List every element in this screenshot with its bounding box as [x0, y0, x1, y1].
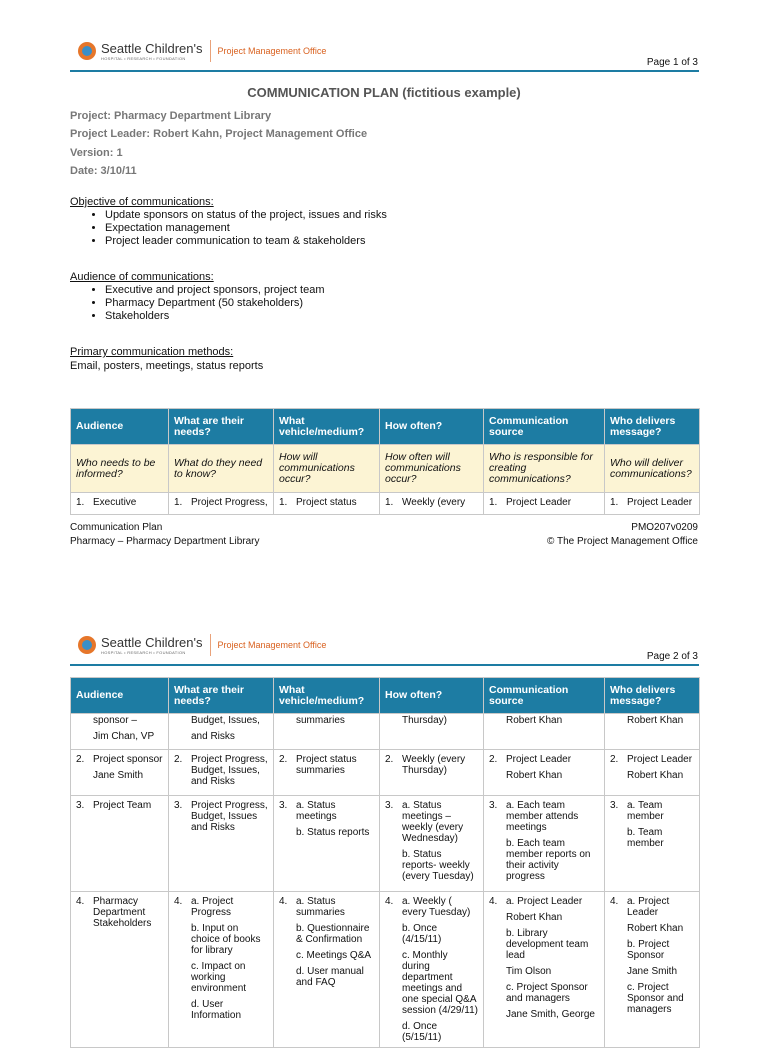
communication-table-page2: [70, 677, 700, 1048]
table-cell: a. Project Leader Robert Khan b. Project Sponsor Jane Smith c. Project Sponsor and managers: [627, 896, 684, 1015]
footer-doc-name: Communication Plan: [70, 522, 163, 533]
logo-tagline: HOSPITAL • RESEARCH • FOUNDATION: [101, 649, 186, 655]
table-cell: Weekly (every: [402, 497, 466, 508]
audience-heading: Audience of communications:: [70, 271, 214, 283]
methods-text: Email, posters, meetings, status reports: [70, 360, 264, 372]
row-number: 3.: [489, 800, 498, 811]
table-cell: a. Status meetings – weekly (every Wednesday) b. Status reports- weekly (every Tuesday): [402, 800, 474, 882]
list-item: • Pharmacy Department (50 stakeholders): [105, 297, 325, 310]
table-cell: Project status: [296, 497, 357, 508]
question-cell: Who is responsible for creating communications?: [484, 445, 605, 493]
logo-name: Seattle Children's: [101, 40, 203, 56]
header-logo-page2: [78, 634, 326, 656]
col-header-source: Communication source: [484, 678, 605, 714]
table-cell: Robert Khan: [506, 715, 563, 726]
col-header-audience: Audience: [71, 678, 169, 714]
question-cell: How will communications occur?: [274, 445, 380, 493]
question-cell: What do they need to know?: [169, 445, 274, 493]
col-header-deliverer: Who delivers message?: [605, 678, 700, 714]
page-number: Page 1 of 3: [646, 57, 698, 68]
table-cell: Weekly (every Thursday): [402, 754, 466, 776]
table-cell: Robert Khan: [627, 715, 684, 726]
seattle-childrens-logo-icon: [78, 636, 96, 654]
table-cell: Project Team: [93, 800, 152, 811]
col-header-needs: What are their needs?: [169, 678, 274, 714]
logo-tagline: HOSPITAL • RESEARCH • FOUNDATION: [101, 55, 186, 61]
question-cell: How often will communications occur?: [380, 445, 484, 493]
table-cell: Project status summaries: [296, 754, 357, 776]
table-cell: Budget, Issues, and Risks: [191, 715, 260, 742]
table-cell: Project Leader: [627, 497, 693, 508]
row-number: 4.: [489, 896, 498, 907]
table-cell: a. Status summaries b. Questionnaire & Confirmation c. Meetings Q&A d. User manual and FAQ: [296, 896, 372, 988]
row-number: 2.: [385, 754, 394, 765]
table-row: [71, 892, 700, 1048]
objective-heading: Objective of communications:: [70, 196, 214, 208]
header-logo: [78, 40, 326, 62]
table-row: [71, 750, 700, 796]
table-cell: Project sponsor Jane Smith: [93, 754, 163, 781]
list-item: • Stakeholders: [105, 310, 325, 323]
table-cell: sponsor – Jim Chan, VP: [93, 715, 155, 742]
header-rule-2: [70, 664, 699, 666]
table-cell: Project Progress, Budget, Issues and Risks: [191, 800, 268, 833]
col-header-frequency: How often?: [380, 409, 484, 445]
table-cell: a. Status meetings b. Status reports: [296, 800, 370, 838]
col-header-source: Communication source: [484, 409, 605, 445]
objective-list: [70, 209, 387, 248]
table-cell: a. Each team member attends meetings b. Each team member reports on their activity progress: [506, 800, 591, 882]
table-cell: a. Project Leader Robert Khan b. Library development team lead Tim Olson c. Project Sponsor and managers Jane Smith, George: [506, 896, 595, 1020]
project-name: Project: Pharmacy Department Library: [70, 110, 272, 122]
table-cell: a. Weekly ( every Tuesday) b. Once (4/15/11) c. Monthly during department meetings and one special Q&A session (4/29/11) d. Once (5/15/11): [402, 896, 478, 1043]
list-item: • Executive and project sponsors, project team: [105, 284, 325, 297]
footer-copyright: © The Project Management Office: [547, 536, 698, 547]
logo-office: Project Management Office: [217, 46, 327, 56]
row-number: 4.: [385, 896, 394, 907]
list-item: • Expectation management: [105, 222, 387, 235]
row-number: 3.: [279, 800, 288, 811]
list-item: • Update sponsors on status of the project, issues and risks: [105, 209, 387, 222]
row-number: 3.: [76, 800, 85, 811]
table-cell: a. Team member b. Team member: [627, 800, 664, 849]
row-number: 2.: [610, 754, 619, 765]
row-number: 3.: [174, 800, 183, 811]
table-cell: Executive: [93, 497, 137, 508]
table-cell: Pharmacy Department Stakeholders: [93, 896, 152, 929]
row-number: 3.: [385, 800, 394, 811]
project-leader: Project Leader: Robert Kahn, Project Management Office: [70, 128, 368, 140]
col-header-vehicle: What vehicle/medium?: [274, 409, 380, 445]
row-number: 2.: [76, 754, 85, 765]
table-row-continued: [71, 714, 700, 750]
col-header-audience: Audience: [71, 409, 169, 445]
communication-table-page1: [70, 408, 700, 515]
row-number: 4.: [76, 896, 85, 907]
row-number: 2.: [279, 754, 288, 765]
table-cell: summaries: [296, 715, 345, 726]
row-number: 2.: [174, 754, 183, 765]
table-cell: Project Leader: [506, 497, 572, 508]
audience-list: [70, 284, 325, 323]
header-rule: [70, 70, 699, 72]
col-header-deliverer: Who delivers message?: [605, 409, 700, 445]
table-cell: Thursday): [402, 715, 448, 726]
question-cell: Who needs to be informed?: [71, 445, 169, 493]
col-header-frequency: How often?: [380, 678, 484, 714]
table-row: [71, 796, 700, 892]
footer-doc-code: PMO207v0209: [631, 522, 698, 533]
methods-heading: Primary communication methods:: [70, 346, 234, 358]
col-header-needs: What are their needs?: [169, 409, 274, 445]
date: Date: 3/10/11: [70, 165, 137, 177]
row-number: 4.: [279, 896, 288, 907]
row-number: 2.: [489, 754, 498, 765]
table-cell: Project Progress,: [191, 497, 268, 508]
footer-project: Pharmacy – Pharmacy Department Library: [70, 536, 260, 547]
row-number: 4.: [610, 896, 619, 907]
question-cell: Who will deliver communications?: [605, 445, 700, 493]
logo-name: Seattle Children's: [101, 634, 203, 650]
page-title: COMMUNICATION PLAN (fictitious example): [247, 85, 521, 100]
table-cell: a. Project Progress b. Input on choice of books for library c. Impact on working environment d. User Information: [191, 896, 261, 1021]
logo-office: Project Management Office: [217, 640, 327, 650]
table-cell: Project Leader Robert Khan: [506, 754, 572, 781]
table-row: 1. Executive 1. Project Progress, 1. Project status 1. Weekly (every 1. Project Leader 1. Project Leader: [71, 493, 700, 515]
table-cell: Project Leader Robert Khan: [627, 754, 693, 781]
row-number: 3.: [610, 800, 619, 811]
seattle-childrens-logo-icon: [78, 42, 96, 60]
page-number-2: Page 2 of 3: [646, 651, 698, 662]
row-number: 4.: [174, 896, 183, 907]
table-cell: Project Progress, Budget, Issues, and Risks: [191, 754, 268, 787]
list-item: • Project leader communication to team & stakeholders: [105, 235, 387, 248]
version: Version: 1: [70, 147, 123, 159]
col-header-vehicle: What vehicle/medium?: [274, 678, 380, 714]
